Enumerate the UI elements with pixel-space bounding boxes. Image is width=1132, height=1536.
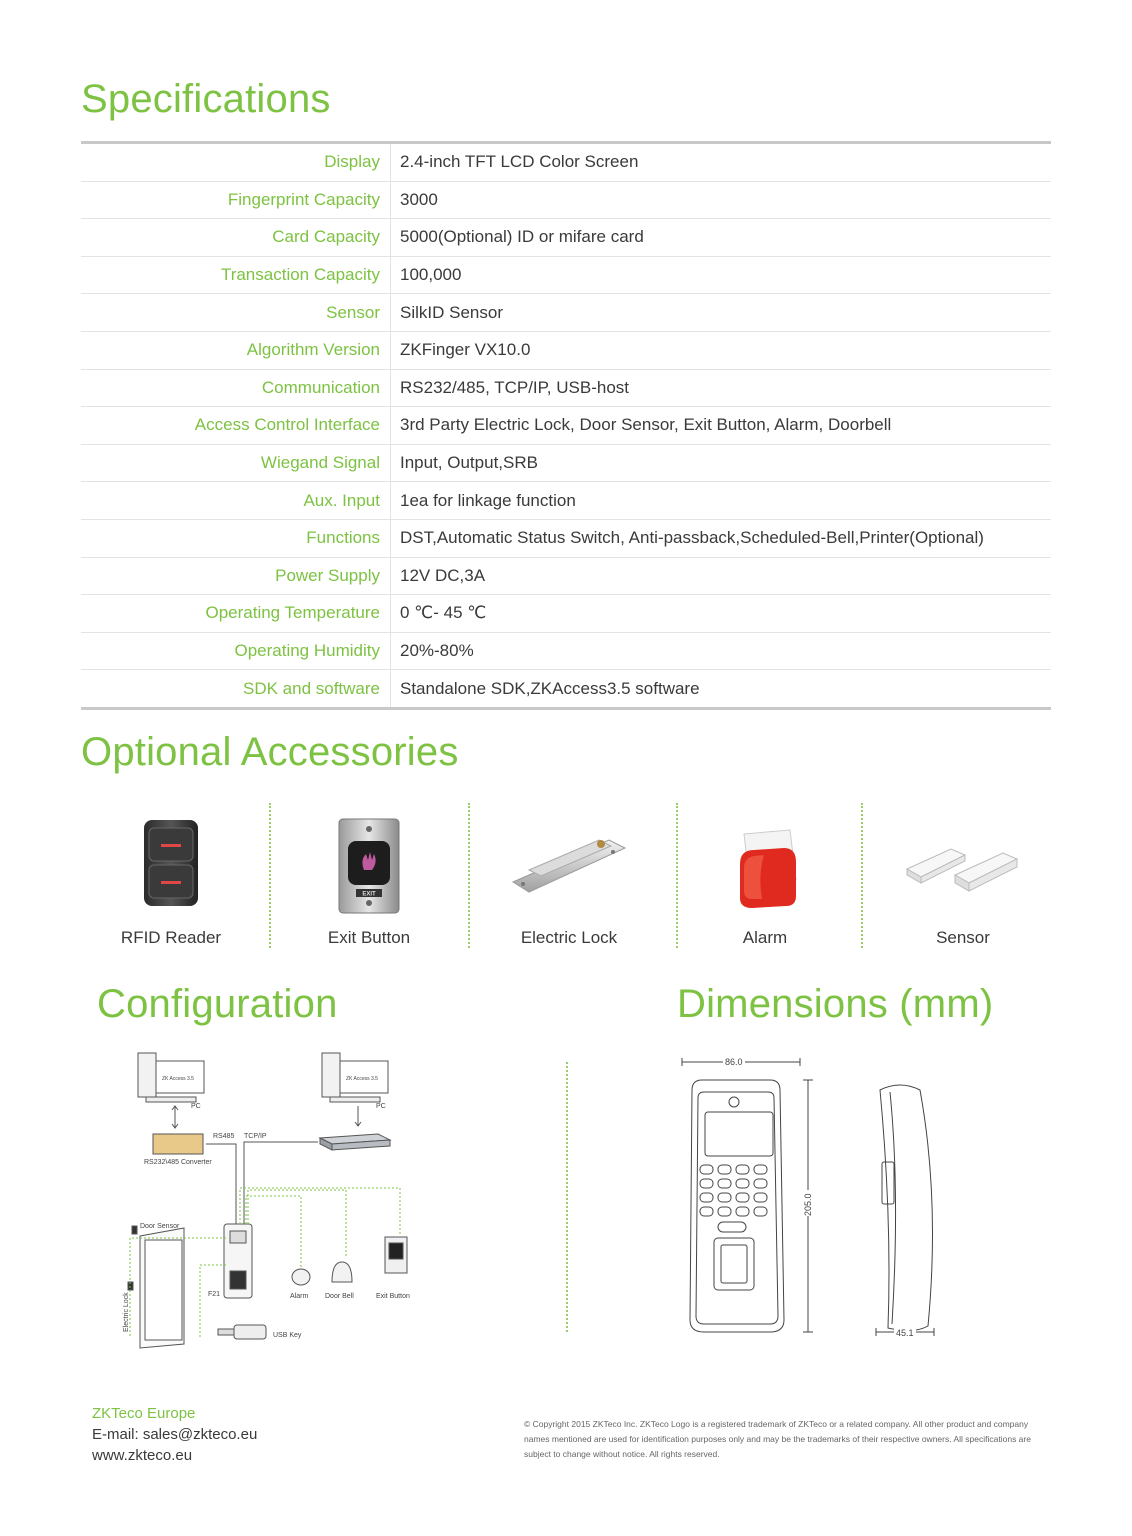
spec-label: Wiegand Signal (260, 453, 380, 473)
spec-value: 3rd Party Electric Lock, Door Sensor, Exit Button, Alarm, Doorbell (400, 415, 892, 435)
svg-text:PC: PC (191, 1103, 201, 1110)
spec-row (81, 332, 1051, 370)
accessory-divider (269, 803, 271, 948)
spec-value: 0 ℃- 45 ℃ (400, 603, 487, 623)
device-front-outline (690, 1080, 784, 1332)
svg-text:RS232\485 Converter: RS232\485 Converter (144, 1159, 212, 1166)
spec-label: Card Capacity (272, 227, 380, 247)
spec-row (81, 182, 1051, 220)
spec-row (81, 482, 1051, 520)
alarm-siren-icon (730, 828, 800, 910)
accessory-divider (861, 803, 863, 948)
copyright-notice: © Copyright 2015 ZKTeco Inc. ZKTeco Logo is a registered trademark of ZKTeco or a related company. All other product and company names mentioned are used for identification purposes only and may be the trademarks of their respective owners. All specifications are subject to change without notice. All rights reserved. (524, 1419, 1031, 1459)
spec-label: Functions (306, 528, 380, 548)
svg-text:Exit Button: Exit Button (376, 1293, 410, 1300)
door-sensor-icon (903, 835, 1023, 895)
section-divider (566, 1062, 568, 1332)
svg-text:Electric Lock: Electric Lock (123, 1292, 130, 1332)
accessory-label: RFID Reader (120, 928, 222, 947)
spec-row (81, 294, 1051, 332)
accessory-divider (468, 803, 470, 948)
spec-value: 100,000 (400, 265, 462, 285)
svg-text:Door Bell: Door Bell (325, 1293, 354, 1300)
svg-text:Alarm: Alarm (290, 1293, 309, 1300)
accessory-exit-button (294, 800, 444, 950)
spec-label: Algorithm Version (246, 340, 380, 360)
exit-button-icon (338, 818, 400, 914)
spec-label: Communication (261, 377, 380, 397)
width-value: 86.0 (725, 1057, 743, 1067)
dimensions-heading: Dimensions (mm) (677, 982, 994, 1026)
spec-value: Standalone SDK,ZKAccess3.5 software (400, 678, 700, 698)
accessory-label: Exit Button (327, 928, 411, 947)
spec-label: Fingerprint Capacity (227, 189, 380, 209)
spec-row (81, 407, 1051, 445)
accessory-alarm (690, 800, 840, 950)
fingerprint-window (714, 1238, 754, 1290)
keypad (700, 1165, 767, 1232)
spec-label: Access Control Interface (194, 415, 380, 435)
svg-text:ZK Access 3.5: ZK Access 3.5 (162, 1076, 194, 1082)
spec-value: 1ea for linkage function (400, 490, 576, 510)
accessory-label: Sensor (936, 928, 990, 947)
footer-contact (92, 1403, 257, 1466)
accessory-label: Alarm (742, 928, 788, 947)
pc-tower-2 (322, 1053, 340, 1097)
electric-lock-icon (509, 830, 629, 900)
svg-text:RS485: RS485 (213, 1133, 235, 1140)
configuration-heading: Configuration (97, 982, 338, 1026)
spec-row (81, 520, 1051, 558)
spec-label: Display (324, 152, 380, 172)
spec-label: Sensor (326, 302, 380, 322)
spec-value: 2.4-inch TFT LCD Color Screen (400, 152, 639, 172)
spec-row (81, 445, 1051, 483)
spec-label: Aux. Input (303, 490, 380, 510)
svg-text:PC: PC (376, 1103, 386, 1110)
dimensions-drawing (668, 1050, 968, 1350)
spec-row (81, 595, 1051, 633)
spec-value: SilkID Sensor (400, 302, 503, 322)
spec-row (81, 219, 1051, 257)
spec-value: 12V DC,3A (400, 565, 486, 585)
spec-value: 5000(Optional) ID or mifare card (400, 227, 644, 247)
svg-text:Door Sensor: Door Sensor (140, 1223, 180, 1230)
accessory-label: Electric Lock (520, 928, 618, 947)
accessory-sensor (888, 800, 1038, 950)
converter-icon (153, 1134, 203, 1154)
configuration-diagram (118, 1050, 418, 1350)
spec-label: Transaction Capacity (220, 265, 380, 285)
spec-value: 3000 (400, 189, 438, 209)
accessory-electric-lock (494, 800, 644, 950)
spec-row (81, 558, 1051, 596)
accessory-divider (676, 803, 678, 948)
spec-row (81, 144, 1051, 182)
pc-tower-1 (138, 1053, 156, 1097)
spec-row (81, 370, 1051, 408)
height-value: 205.0 (803, 1193, 813, 1216)
alarm-icon (292, 1269, 310, 1285)
email-link[interactable]: E-mail: sales@zkteco.eu (92, 1426, 258, 1443)
spec-row (81, 257, 1051, 295)
spec-row (81, 633, 1051, 671)
accessories-heading: Optional Accessories (81, 730, 459, 774)
spec-value: RS232/485, TCP/IP, USB-host (400, 377, 629, 397)
table-bottom-rule (81, 707, 1051, 710)
svg-text:USB Key: USB Key (273, 1332, 302, 1339)
spec-value: DST,Automatic Status Switch, Anti-passback,Scheduled-Bell,Printer(Optional) (400, 528, 984, 548)
company-name: ZKTeco Europe (92, 1405, 196, 1422)
specifications-heading: Specifications (81, 77, 331, 121)
svg-text:ZK Access 3.5: ZK Access 3.5 (346, 1076, 378, 1082)
specifications-table (81, 141, 1051, 710)
rfid-reader-icon (141, 818, 201, 908)
spec-value: Input, Output,SRB (400, 453, 538, 473)
spec-label: SDK and software (242, 678, 380, 698)
website-link[interactable]: www.zkteco.eu (92, 1447, 193, 1464)
spec-label: Operating Temperature (205, 603, 380, 623)
svg-text:F21: F21 (208, 1291, 221, 1298)
spec-row (81, 670, 1051, 707)
depth-value: 45.1 (896, 1328, 914, 1338)
spec-value: 20%-80% (400, 641, 474, 661)
svg-text:TCP/IP: TCP/IP (244, 1133, 267, 1140)
exit-badge: EXIT (362, 891, 376, 898)
device-side-outline (880, 1085, 933, 1331)
spec-label: Operating Humidity (234, 641, 380, 661)
spec-value: ZKFinger VX10.0 (400, 340, 531, 360)
accessory-rfid-reader (96, 800, 246, 950)
spec-label: Power Supply (275, 565, 380, 585)
door-bell-icon (332, 1262, 352, 1282)
